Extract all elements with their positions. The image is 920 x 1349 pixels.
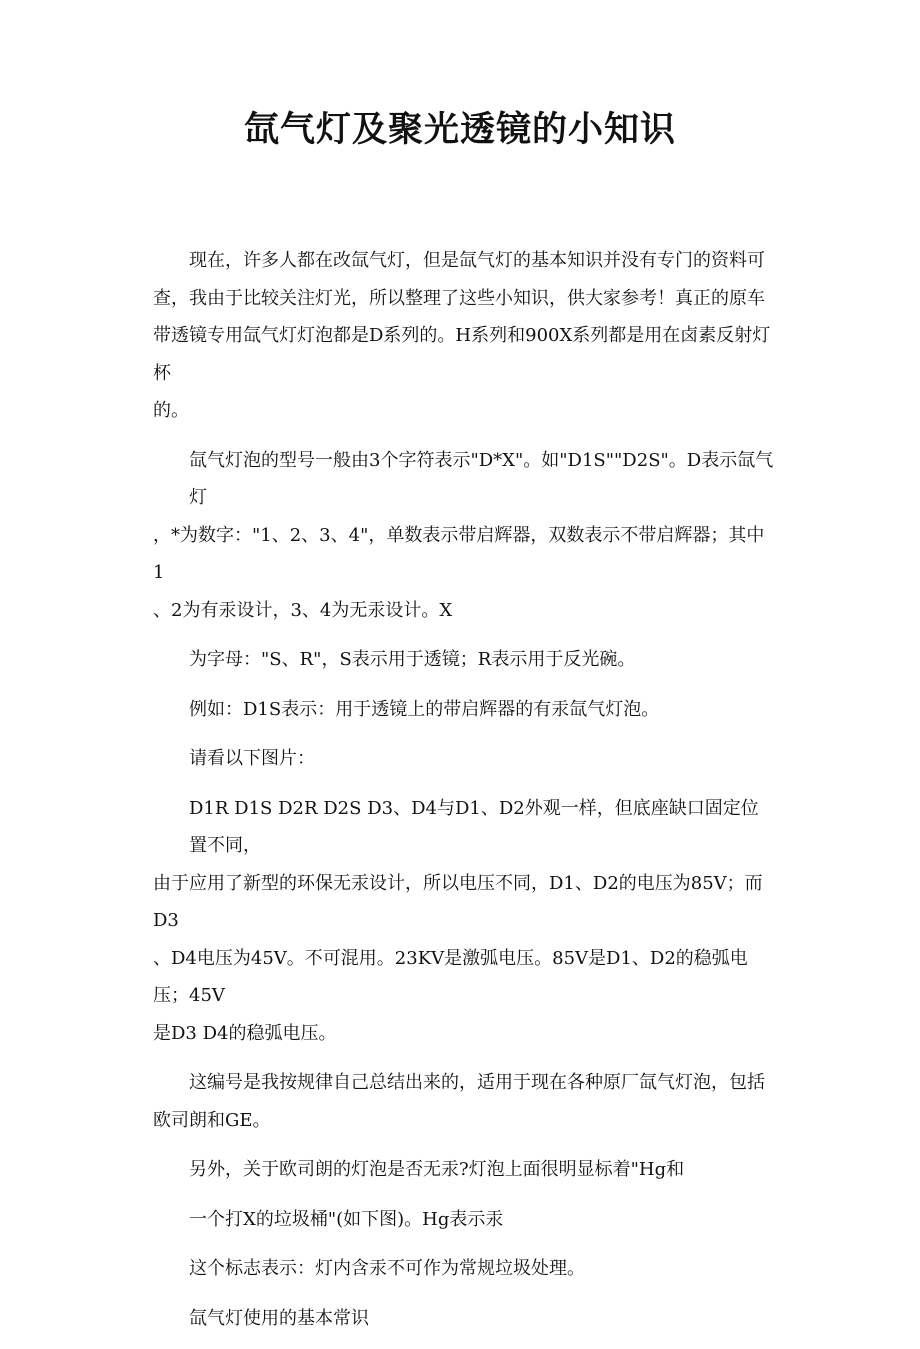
paragraph-see-images bbox=[153, 740, 775, 778]
text-line: 氙气灯使用的基本常识 bbox=[189, 1307, 369, 1329]
text-line: 由于应用了新型的环保无汞设计，所以电压不同，D1、D2的电压为85V；而D3 bbox=[153, 872, 763, 931]
text-line: 查，我由于比较关注灯光，所以整理了这些小知识，供大家参考！真正的原车 bbox=[153, 287, 765, 309]
text-line: 请看以下图片： bbox=[189, 748, 315, 769]
paragraph-symbol-meaning bbox=[153, 1250, 775, 1288]
paragraph-section-heading bbox=[153, 1300, 775, 1338]
text-line: 带透镜专用氙气灯灯泡都是D系列的。H系列和900X系列都是用在卤素反射灯杯 bbox=[153, 325, 771, 384]
text-line: 为字母："S、R"，S表示用于透镜；R表示用于反光碗。 bbox=[189, 649, 636, 670]
text-line: 氙气灯泡的型号一般由3个字符表示"D*X"。如"D1S""D2S"。D表示氙气灯 bbox=[189, 449, 774, 508]
text-line: 、D4电压为45V。不可混用。23KV是激弧电压。85V是D1、D2的稳弧电压；45V bbox=[153, 947, 748, 1006]
paragraph-model-naming bbox=[153, 442, 775, 630]
text-line: 这编号是我按规律自己总结出来的，适用于现在各种原厂氙气灯泡，包括 bbox=[189, 1072, 765, 1093]
paragraph-summary bbox=[153, 1064, 775, 1139]
document-body bbox=[153, 242, 775, 1349]
paragraph-trash-symbol bbox=[153, 1201, 775, 1239]
text-line: 的。 bbox=[153, 400, 189, 421]
paragraph-voltage bbox=[153, 790, 775, 1053]
paragraph-intro bbox=[153, 242, 775, 430]
text-line: 例如：D1S表示：用于透镜上的带启辉器的有汞氙气灯泡。 bbox=[189, 698, 660, 720]
text-line: D1R D1S D2R D2S D3、D4与D1、D2外观一样，但底座缺口固定位置不同， bbox=[189, 797, 759, 856]
text-line: 一个打X的垃圾桶"(如下图)。Hg表示汞 bbox=[189, 1208, 504, 1230]
text-line: 欧司朗和GE。 bbox=[153, 1109, 271, 1131]
paragraph-osram-mercury bbox=[153, 1151, 775, 1189]
text-line: 、2为有汞设计，3、4为无汞设计。X bbox=[153, 599, 453, 621]
text-line: ，*为数字："1、2、3、4"，单数表示带启辉器，双数表示不带启辉器；其中1 bbox=[153, 524, 765, 583]
paragraph-letter-meaning bbox=[153, 641, 775, 679]
paragraph-example bbox=[153, 691, 775, 729]
text-line: 现在，许多人都在改氙气灯，但是氙气灯的基本知识并没有专门的资料可 bbox=[189, 250, 765, 271]
text-line: 另外，关于欧司朗的灯泡是否无汞?灯泡上面很明显标着"Hg和 bbox=[189, 1159, 685, 1180]
text-line: 这个标志表示：灯内含汞不可作为常规垃圾处理。 bbox=[189, 1258, 585, 1279]
document-title: 氙气灯及聚光透镜的小知识 bbox=[243, 109, 676, 150]
text-line: 是D3 D4的稳弧电压。 bbox=[153, 1022, 337, 1044]
